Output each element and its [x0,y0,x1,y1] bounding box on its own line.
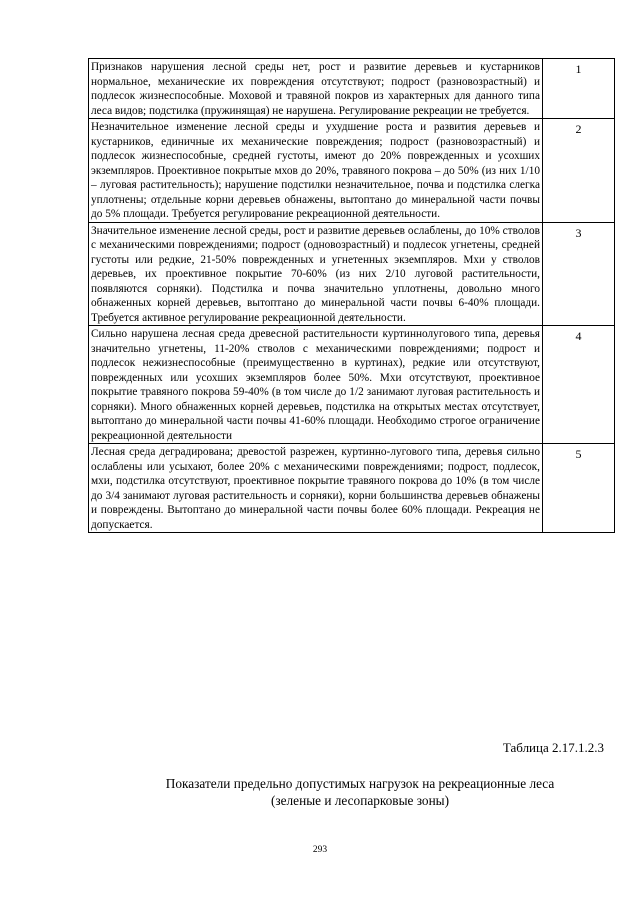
recreation-stages-table [88,58,615,533]
table-row [89,444,615,533]
page-number: 293 [312,845,328,855]
stage-number: 4 [543,326,615,444]
stage-description: Признаков нарушения лесной среды нет, рост и развитие деревьев и кустарников нормальное, механические их повреждения отсутствуют; подрост (разновозрастный) и подлесок жизнеспособные. Моховой и травяной покров из характерных для данного типа леса видов; подстилка (пружинящая) не нарушена. Регулирование рекреации не требуется. [89,59,543,119]
table-title [80,775,640,809]
stage-number: 2 [543,119,615,223]
stage-number: 5 [543,444,615,533]
stage-description: Лесная среда деградирована; древостой разрежен, куртинно-лугового типа, деревья сильно ослаблены или усыхают, более 20% с механическими повреждениями; подрост, подлесок, мхи, подстилка отсутствуют, проективное покрытие травяного покрова до 10% (в том числе до 3/4 занимают луговая растительность и сорняки), корни большинства деревьев обнажены и повреждены. Вытоптано до минеральной части почвы более 60% площади. Рекреация не допускается. [89,444,543,533]
table-row [89,326,615,444]
stage-description: Значительное изменение лесной среды, рост и развитие деревьев ослаблены, до 10% стволов с механическими повреждениями; подрост (одновозрастный) и подлесок угнетены, средней густоты или редкие, 21-50% поврежденных и угнетенных экземпляров. Мхи у стволов деревьев, их проективное покрытие 70-60% (из них 2/10 луговой растительности, появляются сорняки). Подстилка и почва значительно уплотнены, довольно много обнаженных корней деревьев, вытоптано до минеральной части почвы 6-40% площади. Требуется активное регулирование рекреационной деятельности. [89,222,543,326]
table-subtitle-line: (зеленые и лесопарковые зоны) [270,793,450,808]
table-row [89,119,615,223]
stage-number: 3 [543,222,615,326]
table-caption: Таблица 2.17.1.2.3 [502,740,604,755]
stage-number: 1 [543,59,615,119]
stage-description: Незначительное изменение лесной среды и ухудшение роста и развития деревьев и кустарников, единичные их механические повреждения; подрост (разновозрастный) и подлесок жизнеспособные, средней густоты, имеют до 20% поврежденных и усохших экземпляров. Проективное покрытые мхов до 20%, травяного покрова – до 50% (из них 1/10 – луговая растительность); нарушение подстилки незначительное, почва и подстилка слегка уплотнены; отдельные корни деревьев обнажены, вытоптано до минеральной части почвы до 5% площади. Требуется регулирование рекреационной деятельности. [89,119,543,223]
table-title-line: Показатели предельно допустимых нагрузок на рекреационные леса [165,776,555,791]
stage-description: Сильно нарушена лесная среда древесной растительности куртиннолугового типа, деревья значительно угнетены, 11-20% стволов с механическими повреждениями; подрост и подлесок нежизнеспособные (преимущественно в куртинах), редкие или отсутствуют, поврежденных или усохших экземпляров более 50%. Мхи отсутствуют, проективное покрытие травяного покрова 59-40% (в том числе до 1/2 занимают луговая растительность и сорняки). Много обнаженных корней деревьев, подстилка на открытых местах отсутствует, вытоптано до минеральной части почвы 41-60% площади. Необходимо строгое ограничение рекреационной деятельности [89,326,543,444]
table-row [89,222,615,326]
table-row [89,59,615,119]
